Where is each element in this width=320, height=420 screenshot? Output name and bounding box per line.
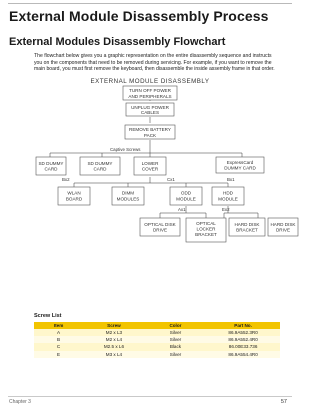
column-header-part-no: Part No.	[206, 322, 280, 329]
table-row	[34, 329, 280, 336]
svg-text:ODD: ODD	[180, 190, 192, 196]
svg-text:CABLES: CABLES	[140, 110, 160, 116]
intro-paragraph: The flowchart below gives you a graphic representation on the entire disassembly sequence and instructs you on the components that need to be removed during servicing. For example, if you want to remove the main board, you must first remove the keyboard, then disassemble the inside assembly frame in that order.	[34, 53, 275, 72]
label-bx2: Bx2	[62, 177, 70, 182]
label-captive-screws: Captive Screws	[110, 147, 141, 152]
table-row	[34, 343, 280, 350]
svg-text:MODULE: MODULE	[176, 196, 196, 202]
table-row	[34, 336, 280, 343]
cell-color: Silver	[145, 351, 207, 358]
page-number: 57	[280, 399, 287, 405]
column-header-color: Color	[145, 322, 207, 329]
cell-item: A	[34, 329, 83, 336]
svg-text:BRACKET: BRACKET	[236, 227, 258, 233]
column-header-item: Item	[34, 322, 83, 329]
column-header-screw: Screw	[83, 322, 145, 329]
node-expresscard-dummy-card	[216, 157, 264, 173]
svg-text:DIMM: DIMM	[121, 190, 135, 196]
node-dimm-modules	[112, 187, 144, 205]
cell-part-no: 86.9A552.4R0	[206, 336, 280, 343]
svg-text:MODULES: MODULES	[116, 196, 140, 202]
svg-text:BOARD: BOARD	[65, 196, 83, 202]
svg-text:HARD DISK: HARD DISK	[234, 221, 260, 227]
footer-rule	[8, 396, 292, 397]
cell-part-no: 86.9A554.4R0	[206, 351, 280, 358]
cell-item: B	[34, 336, 83, 343]
svg-text:WLAN: WLAN	[67, 190, 81, 196]
top-rule	[8, 3, 292, 4]
cell-screw: M3 x L4	[83, 351, 145, 358]
footer-chapter: Chapter 3	[9, 399, 31, 405]
cell-color: Silver	[145, 336, 207, 343]
page-title: External Module Disassembly Process	[9, 8, 269, 24]
svg-text:OPTICAL DISK: OPTICAL DISK	[144, 221, 176, 227]
node-lower-cover	[134, 157, 166, 175]
svg-text:AND PERIPHERALS: AND PERIPHERALS	[128, 93, 172, 99]
svg-text:ExpressCard: ExpressCard	[226, 160, 254, 165]
svg-text:CARD: CARD	[93, 166, 107, 172]
svg-text:PACK: PACK	[143, 132, 157, 138]
cell-item: E	[34, 351, 83, 358]
node-optical-locker-bracket	[186, 218, 226, 242]
label-ax1: Ax1	[178, 207, 186, 212]
flowchart-title: EXTERNAL MODULE DISASSEMBLY	[90, 78, 210, 85]
cell-screw: M2 x L4	[83, 336, 145, 343]
svg-text:MODULE: MODULE	[218, 196, 238, 202]
svg-text:CARD: CARD	[44, 166, 58, 172]
cell-part-no: 86.9A552.3R0	[206, 329, 280, 336]
svg-text:DUMMY CARD: DUMMY CARD	[224, 165, 256, 171]
label-ex2: Ex2	[222, 207, 230, 212]
cell-color: Silver	[145, 329, 207, 336]
svg-text:HDD: HDD	[223, 190, 233, 196]
cell-part-no: 86.00E33.736	[206, 343, 280, 350]
svg-text:DRIVE: DRIVE	[275, 227, 291, 233]
svg-text:REMOVE BATTERY: REMOVE BATTERY	[129, 127, 171, 132]
node-sd-dummy-card-2	[80, 157, 120, 175]
svg-text:TURN OFF POWER: TURN OFF POWER	[129, 88, 171, 94]
table-row	[34, 351, 280, 358]
node-turn-off-power	[123, 86, 177, 100]
node-optical-disk-drive	[140, 218, 180, 236]
label-cx1: Cx1	[167, 177, 175, 182]
node-remove-battery-pack	[125, 125, 175, 139]
node-hdd-module	[212, 187, 244, 205]
svg-text:SD DUMMY: SD DUMMY	[38, 161, 64, 166]
svg-text:LOCKER: LOCKER	[196, 226, 216, 232]
cell-screw: M2 x L3	[83, 329, 145, 336]
node-hard-disk-bracket	[229, 218, 265, 236]
label-bx1: Bx1	[227, 177, 235, 182]
node-unplug-power-cables	[126, 103, 174, 116]
svg-text:OPTICAL: OPTICAL	[196, 221, 216, 226]
node-hard-disk-drive	[268, 218, 298, 236]
node-wlan-board	[58, 187, 90, 205]
svg-text:COVER: COVER	[141, 166, 159, 172]
cell-item: C	[34, 343, 83, 350]
svg-text:LOWER: LOWER	[141, 161, 159, 166]
table-header-row	[34, 322, 280, 329]
svg-text:HARD DISK: HARD DISK	[270, 221, 296, 227]
screw-list-table	[34, 322, 280, 358]
section-title: External Modules Disassembly Flowchart	[9, 36, 226, 48]
svg-text:DRIVE: DRIVE	[152, 227, 168, 233]
node-odd-module	[170, 187, 202, 205]
disassembly-flowchart	[0, 77, 300, 245]
svg-text:UNPLUG POWER: UNPLUG POWER	[131, 104, 169, 110]
svg-text:BRACKET: BRACKET	[195, 232, 217, 238]
cell-color: Black	[145, 343, 207, 350]
screw-list-title: Screw List	[34, 313, 62, 319]
cell-screw: M2.5 x L6	[83, 343, 145, 350]
node-sd-dummy-card-1	[36, 157, 66, 175]
svg-text:SD DUMMY: SD DUMMY	[87, 161, 113, 166]
